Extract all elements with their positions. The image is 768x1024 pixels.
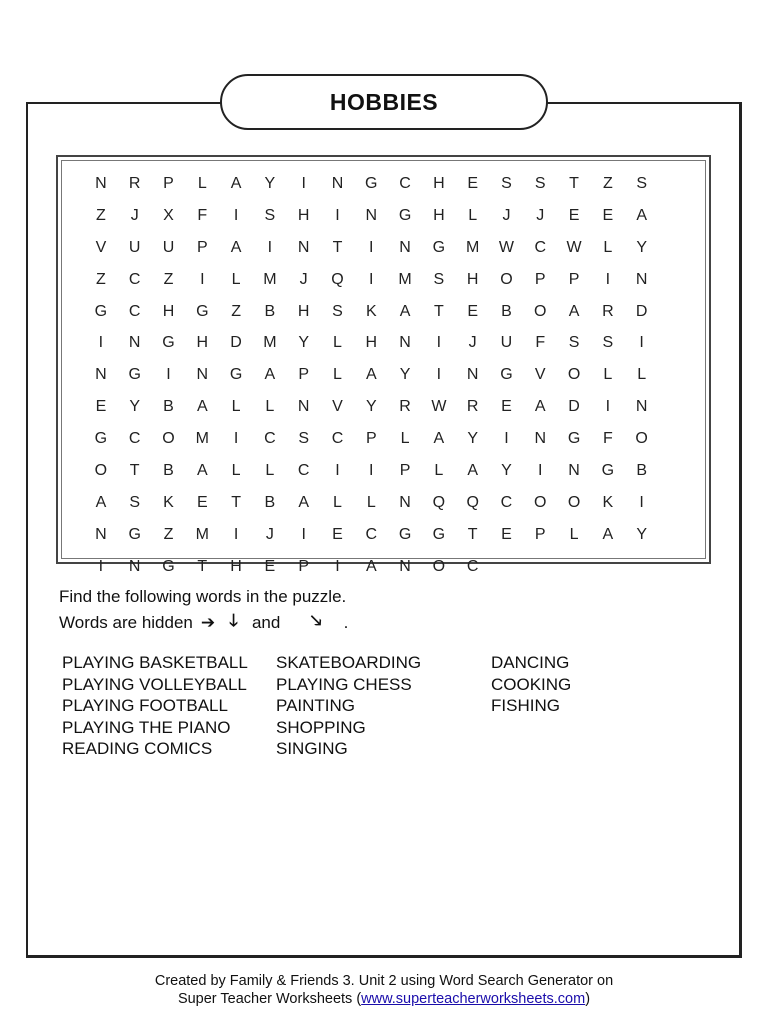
grid-letter: B: [501, 302, 512, 320]
grid-letter: L: [569, 525, 579, 543]
grid-letter: L: [434, 462, 444, 480]
grid-letter: B: [163, 398, 174, 416]
grid-letter: O: [94, 462, 108, 480]
grid-letter: M: [263, 270, 277, 288]
grid-letter: R: [466, 398, 479, 416]
grid-letter: N: [568, 462, 580, 480]
grid-letter: N: [95, 366, 107, 384]
grid-letter: N: [635, 398, 648, 416]
word-list-column-1: [62, 652, 248, 760]
grid-letter: A: [230, 238, 242, 256]
grid-letter: I: [436, 366, 442, 384]
grid-letter: K: [163, 493, 174, 511]
grid-letter: Y: [129, 398, 141, 416]
grid-letter: T: [231, 493, 241, 511]
word-list-item: FISHING: [491, 696, 560, 715]
arrow-down-icon: 🡓: [229, 611, 238, 630]
grid-letter: J: [299, 270, 308, 288]
grid-letter: D: [230, 334, 242, 352]
grid-letter: K: [365, 302, 377, 320]
grid-letter: Y: [264, 175, 276, 192]
grid-letter: S: [534, 175, 546, 192]
grid-letter: Y: [399, 366, 411, 384]
grid-letter: O: [500, 270, 513, 288]
grid-letter: A: [196, 398, 208, 416]
grid-letter: S: [264, 206, 276, 224]
grid-letter: P: [568, 270, 580, 288]
word-list-item: READING COMICS: [62, 739, 213, 758]
grid-letter: H: [196, 334, 209, 352]
grid-letter: H: [365, 334, 378, 352]
grid-letter: V: [95, 238, 107, 256]
word-list-item: SHOPPING: [276, 717, 366, 737]
grid-letter: E: [332, 525, 343, 543]
grid-letter: Z: [231, 302, 241, 320]
grid-letter: H: [466, 270, 479, 288]
grid-letter: I: [301, 175, 306, 192]
grid-letter: V: [534, 366, 546, 384]
grid-letter: G: [128, 525, 141, 543]
word-list-item: SKATEBOARDING: [276, 653, 422, 672]
grid-letter: W: [566, 238, 582, 256]
arrow-diagonal-icon: 🡖: [310, 611, 322, 630]
grid-letter: L: [603, 366, 613, 384]
grid-letter: A: [298, 493, 310, 511]
grid-letter: D: [635, 302, 648, 320]
grid-letter: I: [538, 462, 543, 480]
grid-letter: G: [567, 430, 581, 448]
grid-letter: N: [196, 366, 209, 384]
grid-letter: L: [265, 462, 275, 480]
grid-letter: A: [365, 557, 377, 575]
grid-letter: U: [162, 238, 175, 256]
grid-letter: C: [534, 238, 547, 256]
grid-letter: A: [602, 525, 614, 543]
grid-letter: N: [297, 398, 310, 416]
instruction-period: .: [343, 612, 349, 632]
grid-letter: I: [369, 270, 374, 288]
grid-letter: T: [433, 302, 444, 320]
grid-letter: L: [231, 270, 241, 288]
arrow-right-icon: ➔: [200, 612, 216, 632]
grid-letter: N: [331, 175, 344, 192]
grid-letter: Z: [96, 270, 106, 288]
word-list-column-3: [491, 652, 571, 717]
grid-letter: N: [365, 206, 378, 224]
grid-letter: R: [128, 175, 141, 192]
grid-letter: I: [233, 525, 239, 543]
grid-letter: L: [468, 206, 478, 224]
word-list-item: PLAYING FOOTBALL: [62, 696, 228, 715]
grid-letter: L: [265, 398, 275, 416]
grid-letter: N: [466, 366, 479, 384]
grid-letter: G: [196, 302, 209, 320]
grid-letter: C: [264, 430, 276, 448]
grid-letter: Q: [432, 493, 446, 511]
grid-letter: A: [264, 366, 276, 384]
grid-letter: G: [500, 366, 513, 384]
grid-letter: P: [399, 462, 411, 480]
grid-letter: A: [365, 366, 377, 384]
grid-letter: P: [365, 430, 377, 448]
footer-link[interactable]: www.superteacherworksheets.com: [361, 991, 586, 1007]
grid-letter: L: [333, 334, 342, 352]
grid-letter: F: [535, 334, 546, 352]
grid-letter: H: [297, 302, 310, 320]
grid-letter: U: [128, 238, 141, 256]
grid-letter: E: [95, 398, 107, 416]
grid-letter: G: [229, 366, 243, 384]
grid-letter: J: [468, 334, 477, 352]
grid-letter: B: [163, 462, 174, 480]
grid-letter: N: [297, 238, 310, 256]
word-list-item: PLAYING THE PIANO: [62, 717, 231, 737]
page-title: HOBBIES: [329, 88, 439, 115]
grid-letter: T: [332, 238, 343, 256]
grid-letter: G: [94, 302, 108, 320]
grid-letter: I: [233, 430, 239, 448]
word-list-item: SINGING: [276, 739, 348, 758]
grid-letter: B: [264, 493, 276, 511]
grid-letter: E: [196, 493, 208, 511]
grid-letter: I: [436, 334, 442, 352]
grid-letter: H: [433, 175, 445, 192]
grid-letter: S: [636, 175, 647, 192]
grid-letter: E: [467, 302, 478, 320]
grid-letter: L: [231, 462, 241, 480]
grid-letter: U: [500, 334, 513, 352]
grid-letter: I: [605, 398, 611, 416]
word-list-item: PLAYING VOLLEYBALL: [62, 674, 247, 694]
grid-letter: O: [567, 366, 581, 384]
grid-letter: A: [467, 462, 478, 480]
grid-letter: E: [602, 206, 614, 224]
grid-letter: C: [399, 175, 411, 192]
word-list-item: PAINTING: [276, 696, 356, 715]
grid-letter: I: [335, 557, 340, 575]
grid-letter: L: [637, 366, 647, 384]
footer-prefix: Super Teacher Worksheets (: [177, 991, 362, 1007]
grid-letter: T: [467, 525, 478, 543]
footer-credit: [0, 972, 768, 1008]
grid-letter: L: [366, 493, 376, 511]
grid-letter: G: [432, 238, 446, 256]
grid-letter: C: [466, 557, 479, 575]
grid-letter: B: [636, 462, 647, 480]
grid-letter: I: [166, 366, 171, 384]
grid-letter: H: [433, 206, 445, 224]
grid-letter: I: [335, 206, 340, 224]
grid-letter: Y: [636, 525, 647, 543]
grid-letter: L: [231, 398, 241, 416]
grid-letter: G: [94, 430, 108, 448]
grid-letter: N: [399, 238, 411, 256]
footer-line-1: Created by Family & Friends 3. Unit 2 using Word Search Generator on: [154, 973, 614, 989]
grid-letter: G: [601, 462, 615, 480]
grid-letter: S: [129, 493, 141, 511]
grid-letter: A: [568, 302, 580, 320]
grid-letter: O: [567, 493, 581, 511]
grid-letter: X: [163, 206, 174, 224]
instruction-line-2: [59, 608, 348, 637]
grid-letter: P: [298, 557, 310, 575]
instruction-line-1: Find the following words in the puzzle.: [59, 587, 347, 606]
grid-letter: I: [200, 270, 205, 288]
grid-letter: G: [365, 175, 378, 192]
grid-letter: C: [128, 302, 141, 320]
instruction-and: and: [251, 612, 281, 632]
grid-letter: J: [130, 206, 139, 224]
grid-letter: V: [332, 398, 343, 416]
grid-letter: N: [534, 430, 547, 448]
grid-letter: S: [433, 270, 445, 288]
grid-letter: C: [297, 462, 310, 480]
grid-letter: A: [433, 430, 445, 448]
grid-letter: C: [331, 430, 344, 448]
grid-letter: C: [365, 525, 378, 543]
grid-letter: H: [230, 557, 242, 575]
word-list-column-2: [276, 652, 421, 760]
grid-letter: I: [233, 206, 239, 224]
grid-letter: R: [602, 302, 614, 320]
grid-letter: M: [398, 270, 412, 288]
grid-letter: I: [504, 430, 509, 448]
grid-letter: G: [162, 557, 175, 575]
grid-letter: S: [332, 302, 343, 320]
grid-letter: Y: [467, 430, 478, 448]
footer-line-2: [0, 990, 768, 1008]
grid-letter: L: [333, 493, 342, 511]
grid-letter: Q: [466, 493, 479, 511]
grid-letter: B: [264, 302, 276, 320]
grid-letter: M: [263, 334, 277, 352]
grid-letter: Z: [96, 206, 106, 224]
grid-letter: E: [264, 557, 276, 575]
grid-letter: Z: [163, 525, 174, 543]
grid-letter: P: [298, 366, 310, 384]
grid-letter: O: [162, 430, 175, 448]
grid-letter: M: [195, 430, 209, 448]
grid-letter: N: [128, 334, 141, 352]
grid-letter: A: [230, 175, 242, 192]
grid-letter: S: [501, 175, 512, 192]
grid-letter: C: [500, 493, 513, 511]
grid-letter: R: [399, 398, 411, 416]
grid-letter: P: [534, 525, 546, 543]
grid-letter: I: [605, 270, 611, 288]
grid-letter: K: [602, 493, 614, 511]
grid-letter: M: [466, 238, 480, 256]
grid-letter: P: [163, 175, 174, 192]
grid-letter: A: [196, 462, 208, 480]
grid-letter: G: [128, 366, 141, 384]
grid-letter: Z: [602, 175, 613, 192]
grid-letter: C: [128, 430, 141, 448]
grid-letter: A: [399, 302, 411, 320]
grid-letter: E: [501, 525, 512, 543]
word-list-item: COOKING: [491, 674, 572, 694]
grid-letter: C: [128, 270, 141, 288]
grid-letter: A: [534, 398, 546, 416]
grid-letter: L: [197, 175, 207, 192]
grid-letter: I: [98, 334, 104, 352]
title-banner: [220, 74, 548, 130]
word-list-item: DANCING: [491, 653, 570, 672]
grid-letter: I: [369, 238, 374, 256]
grid-letter: P: [534, 270, 546, 288]
grid-letter: H: [297, 206, 310, 224]
grid-letter: T: [197, 557, 208, 575]
grid-letter: Y: [501, 462, 512, 480]
grid-letter: E: [501, 398, 512, 416]
grid-letter: N: [399, 493, 411, 511]
grid-letter: Y: [636, 238, 647, 256]
grid-letter: N: [399, 334, 411, 352]
grid-letter: A: [636, 206, 647, 224]
grid-letter: O: [534, 493, 547, 511]
grid-letter: Z: [163, 270, 174, 288]
grid-letter: T: [129, 462, 140, 480]
footer-suffix: ): [585, 991, 591, 1007]
grid-letter: L: [603, 238, 613, 256]
grid-letter: E: [568, 206, 580, 224]
grid-letter: I: [369, 462, 374, 480]
grid-letter: P: [196, 238, 208, 256]
grid-letter: F: [197, 206, 208, 224]
grid-letter: N: [95, 175, 107, 192]
grid-letter: H: [162, 302, 175, 320]
word-list-item: PLAYING BASKETBALL: [62, 653, 248, 672]
grid-letter: Q: [331, 270, 344, 288]
grid-letter: G: [398, 206, 412, 224]
grid-letter: W: [431, 398, 447, 416]
grid-letter: Y: [298, 334, 310, 352]
grid-letter: E: [467, 175, 478, 192]
word-list-item: PLAYING CHESS: [276, 674, 412, 694]
grid-letter: J: [265, 525, 274, 543]
grid-letter: N: [399, 557, 411, 575]
grid-letter: W: [498, 238, 515, 256]
grid-letter: I: [639, 334, 644, 352]
grid-letter: A: [95, 493, 107, 511]
instruction-prefix: Words are hidden: [59, 612, 193, 632]
grid-letter: G: [398, 525, 412, 543]
grid-letter: G: [162, 334, 175, 352]
grid-letter: Y: [365, 398, 377, 416]
grid-letter: O: [432, 557, 446, 575]
grid-letter: N: [128, 557, 141, 575]
grid-letter: N: [635, 270, 648, 288]
grid-letter: S: [602, 334, 614, 352]
grid-letter: J: [502, 206, 511, 224]
grid-letter: O: [635, 430, 648, 448]
grid-letter: I: [267, 238, 273, 256]
grid-letter: N: [95, 525, 107, 543]
grid-letter: I: [301, 525, 306, 543]
grid-letter: J: [536, 206, 545, 224]
grid-letter: L: [400, 430, 410, 448]
grid-letter: G: [432, 525, 446, 543]
grid-letter: I: [639, 493, 644, 511]
grid-letter: T: [569, 175, 579, 192]
grid-letter: D: [568, 398, 580, 416]
grid-letter: L: [333, 366, 342, 384]
grid-letter: S: [298, 430, 310, 448]
grid-letter: O: [534, 302, 547, 320]
grid-letter: M: [195, 525, 209, 543]
grid-letter: I: [335, 462, 340, 480]
grid-letter: F: [602, 430, 613, 448]
word-search-grid: [84, 168, 659, 583]
grid-letter: S: [568, 334, 580, 352]
grid-letter: I: [98, 557, 104, 575]
